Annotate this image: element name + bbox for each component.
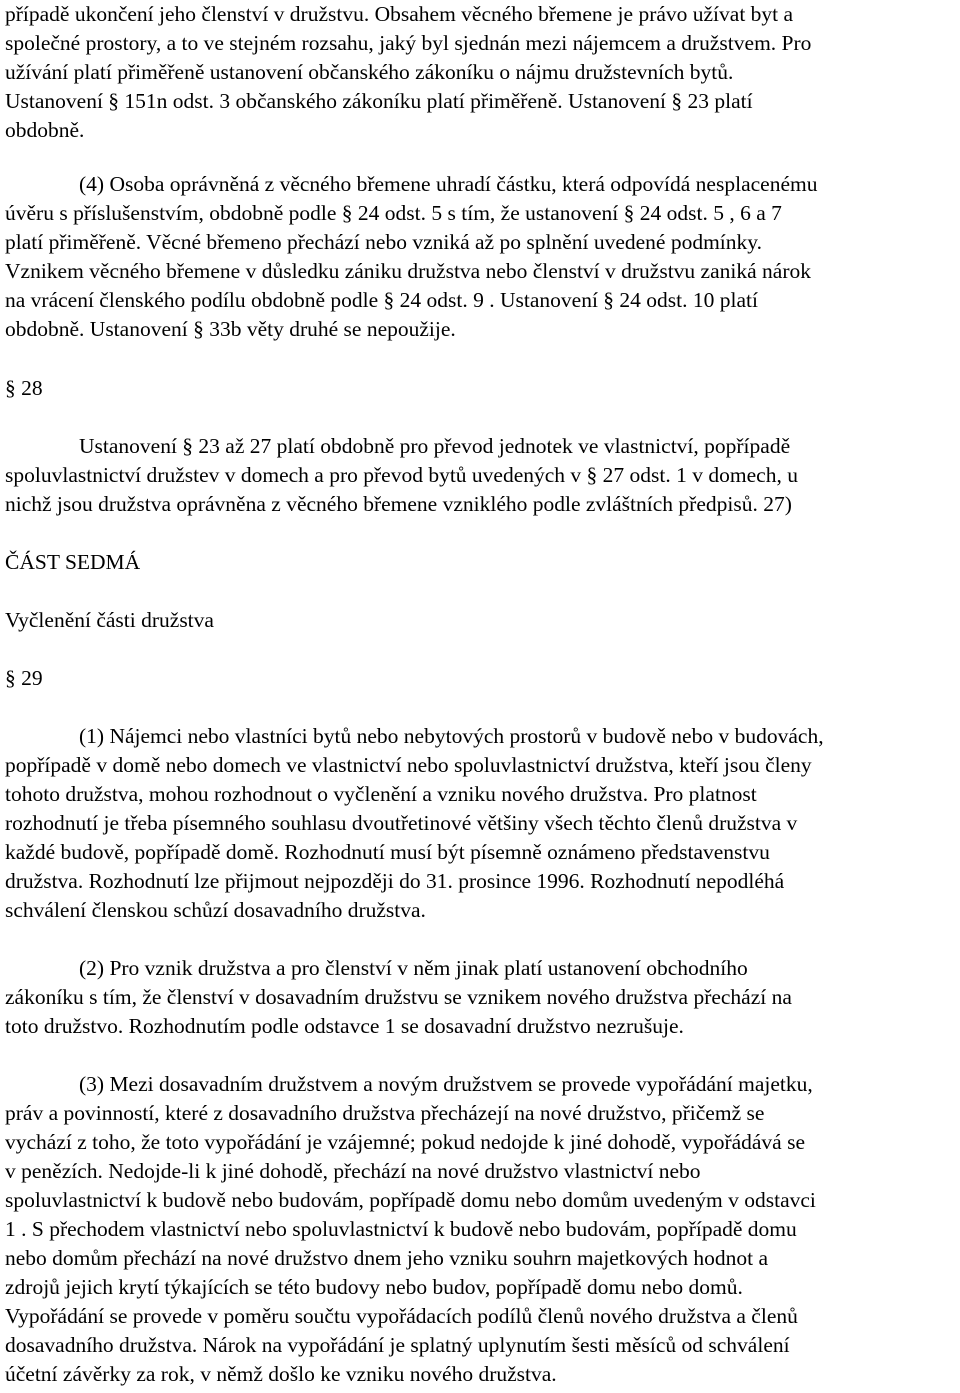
text-line: užívání platí přiměřeně ustanovení občanského zákoníku o nájmu družstevních bytů. [5, 60, 734, 84]
text-line: rozhodnutí je třeba písemného souhlasu dvoutřetinové většiny všech těchto členů družstva v [5, 811, 798, 835]
text-line: úvěru s příslušenstvím, obdobně podle § 24 odst. 5 s tím, že ustanovení § 24 odst. 5 , 6 a 7 [5, 201, 782, 225]
text-line: družstva. Rozhodnutí lze přijmout nejpozději do 31. prosince 1996. Rozhodnutí nepodléhá [5, 869, 785, 893]
text-line: vychází z toho, že toto vypořádání je vzájemné; pokud nedojde k jiné dohodě, vypořádává se [5, 1130, 806, 1154]
section-heading-29: § 29 [5, 666, 43, 690]
text-line: tohoto družstva, mohou rozhodnout o vyčlenění a vzniku nového družstva. Pro platnost [5, 782, 757, 806]
text-line: společné prostory, a to ve stejném rozsahu, jaký byl sjednán mezi nájemcem a družstvem. Pro [5, 31, 812, 55]
text-line: v penězích. Nedojde-li k jiné dohodě, přechází na nové družstvo vlastnictví nebo [5, 1159, 701, 1183]
paragraph-4 [5, 170, 817, 344]
text-line: Vznikem věcného břemene v důsledku zániku družstva nebo členství v družstvu zaniká nárok [5, 259, 811, 283]
text-line: každé budově, popřípadě domě. Rozhodnutí musí být písemně oznámeno představenstvu [5, 840, 770, 864]
text-line: popřípadě v domě nebo domech ve vlastnictví nebo spoluvlastnictví družstva, kteří jsou členy [5, 753, 812, 777]
paragraph-29-3 [5, 1070, 816, 1389]
paragraph-29-2 [5, 954, 792, 1041]
paragraph-29-1 [5, 722, 824, 925]
text-line: nebo domům přechází na nové družstvo dnem jeho vzniku souhrn majetkových hodnot a [5, 1246, 769, 1270]
text-line: zákoníku s tím, že členství v dosavadním družstvu se vznikem nového družstva přechází na [5, 985, 792, 1009]
text-line: obdobně. Ustanovení § 33b věty druhé se nepoužije. [5, 317, 456, 341]
text-line: zdrojů jejich krytí týkajících se této budovy nebo budov, popřípadě domu nebo domů. [5, 1275, 743, 1299]
text-line: (4) Osoba oprávněná z věcného břemene uhradí částku, která odpovídá nesplacenému [79, 172, 818, 196]
text-line: Ustanovení § 23 až 27 platí obdobně pro převod jednotek ve vlastnictví, popřípadě [79, 434, 791, 458]
text-line: Ustanovení § 151n odst. 3 občanského zákoníku platí přiměřeně. Ustanovení § 23 platí [5, 89, 753, 113]
text-line: práv a povinností, které z dosavadního družstva přecházejí na nové družstvo, přičemž se [5, 1101, 765, 1125]
part-subheading: Vyčlenění části družstva [5, 608, 214, 632]
text-line: spoluvlastnictví k budově nebo budovám, popřípadě domu nebo domům uvedeným v odstavci [5, 1188, 816, 1212]
text-line: 1 . S přechodem vlastnictví nebo spoluvlastnictví k budově nebo budovám, popřípadě domu [5, 1217, 797, 1241]
text-line: Vypořádání se provede v poměru součtu vypořádacích podílů členů nového družstva a členů [5, 1304, 798, 1328]
text-line: toto družstvo. Rozhodnutím podle odstavce 1 se dosavadní družstvo nezrušuje. [5, 1014, 684, 1038]
part-heading: ČÁST SEDMÁ [5, 550, 141, 574]
text-line: dosavadního družstva. Nárok na vypořádání je splatný uplynutím šesti měsíců od schválení [5, 1333, 790, 1357]
paragraph-continuation [5, 0, 811, 145]
text-line: (1) Nájemci nebo vlastníci bytů nebo nebytových prostorů v budově nebo v budovách, [79, 724, 824, 748]
text-line: (2) Pro vznik družstva a pro členství v něm jinak platí ustanovení obchodního [79, 956, 748, 980]
text-line: na vrácení členského podílu obdobně podle § 24 odst. 9 . Ustanovení § 24 odst. 10 platí [5, 288, 758, 312]
section-heading-28: § 28 [5, 376, 43, 400]
text-line: případě ukončení jeho členství v družstvu. Obsahem věcného břemene je právo užívat byt a [5, 2, 794, 26]
text-line: obdobně. [5, 118, 85, 142]
text-line: nichž jsou družstva oprávněna z věcného břemene vzniklého podle zvláštních předpisů. 27) [5, 492, 792, 516]
section-28-text [5, 432, 798, 519]
text-line: účetní závěrky za rok, v němž došlo ke vzniku nového družstva. [5, 1362, 557, 1386]
text-line: (3) Mezi dosavadním družstvem a novým družstvem se provede vypořádání majetku, [79, 1072, 813, 1096]
text-line: spoluvlastnictví družstev v domech a pro převod bytů uvedených v § 27 odst. 1 v domech, u [5, 463, 798, 487]
text-line: schválení členskou schůzí dosavadního družstva. [5, 898, 426, 922]
text-line: platí přiměřeně. Věcné břemeno přechází nebo vzniká až po splnění uvedené podmínky. [5, 230, 762, 254]
